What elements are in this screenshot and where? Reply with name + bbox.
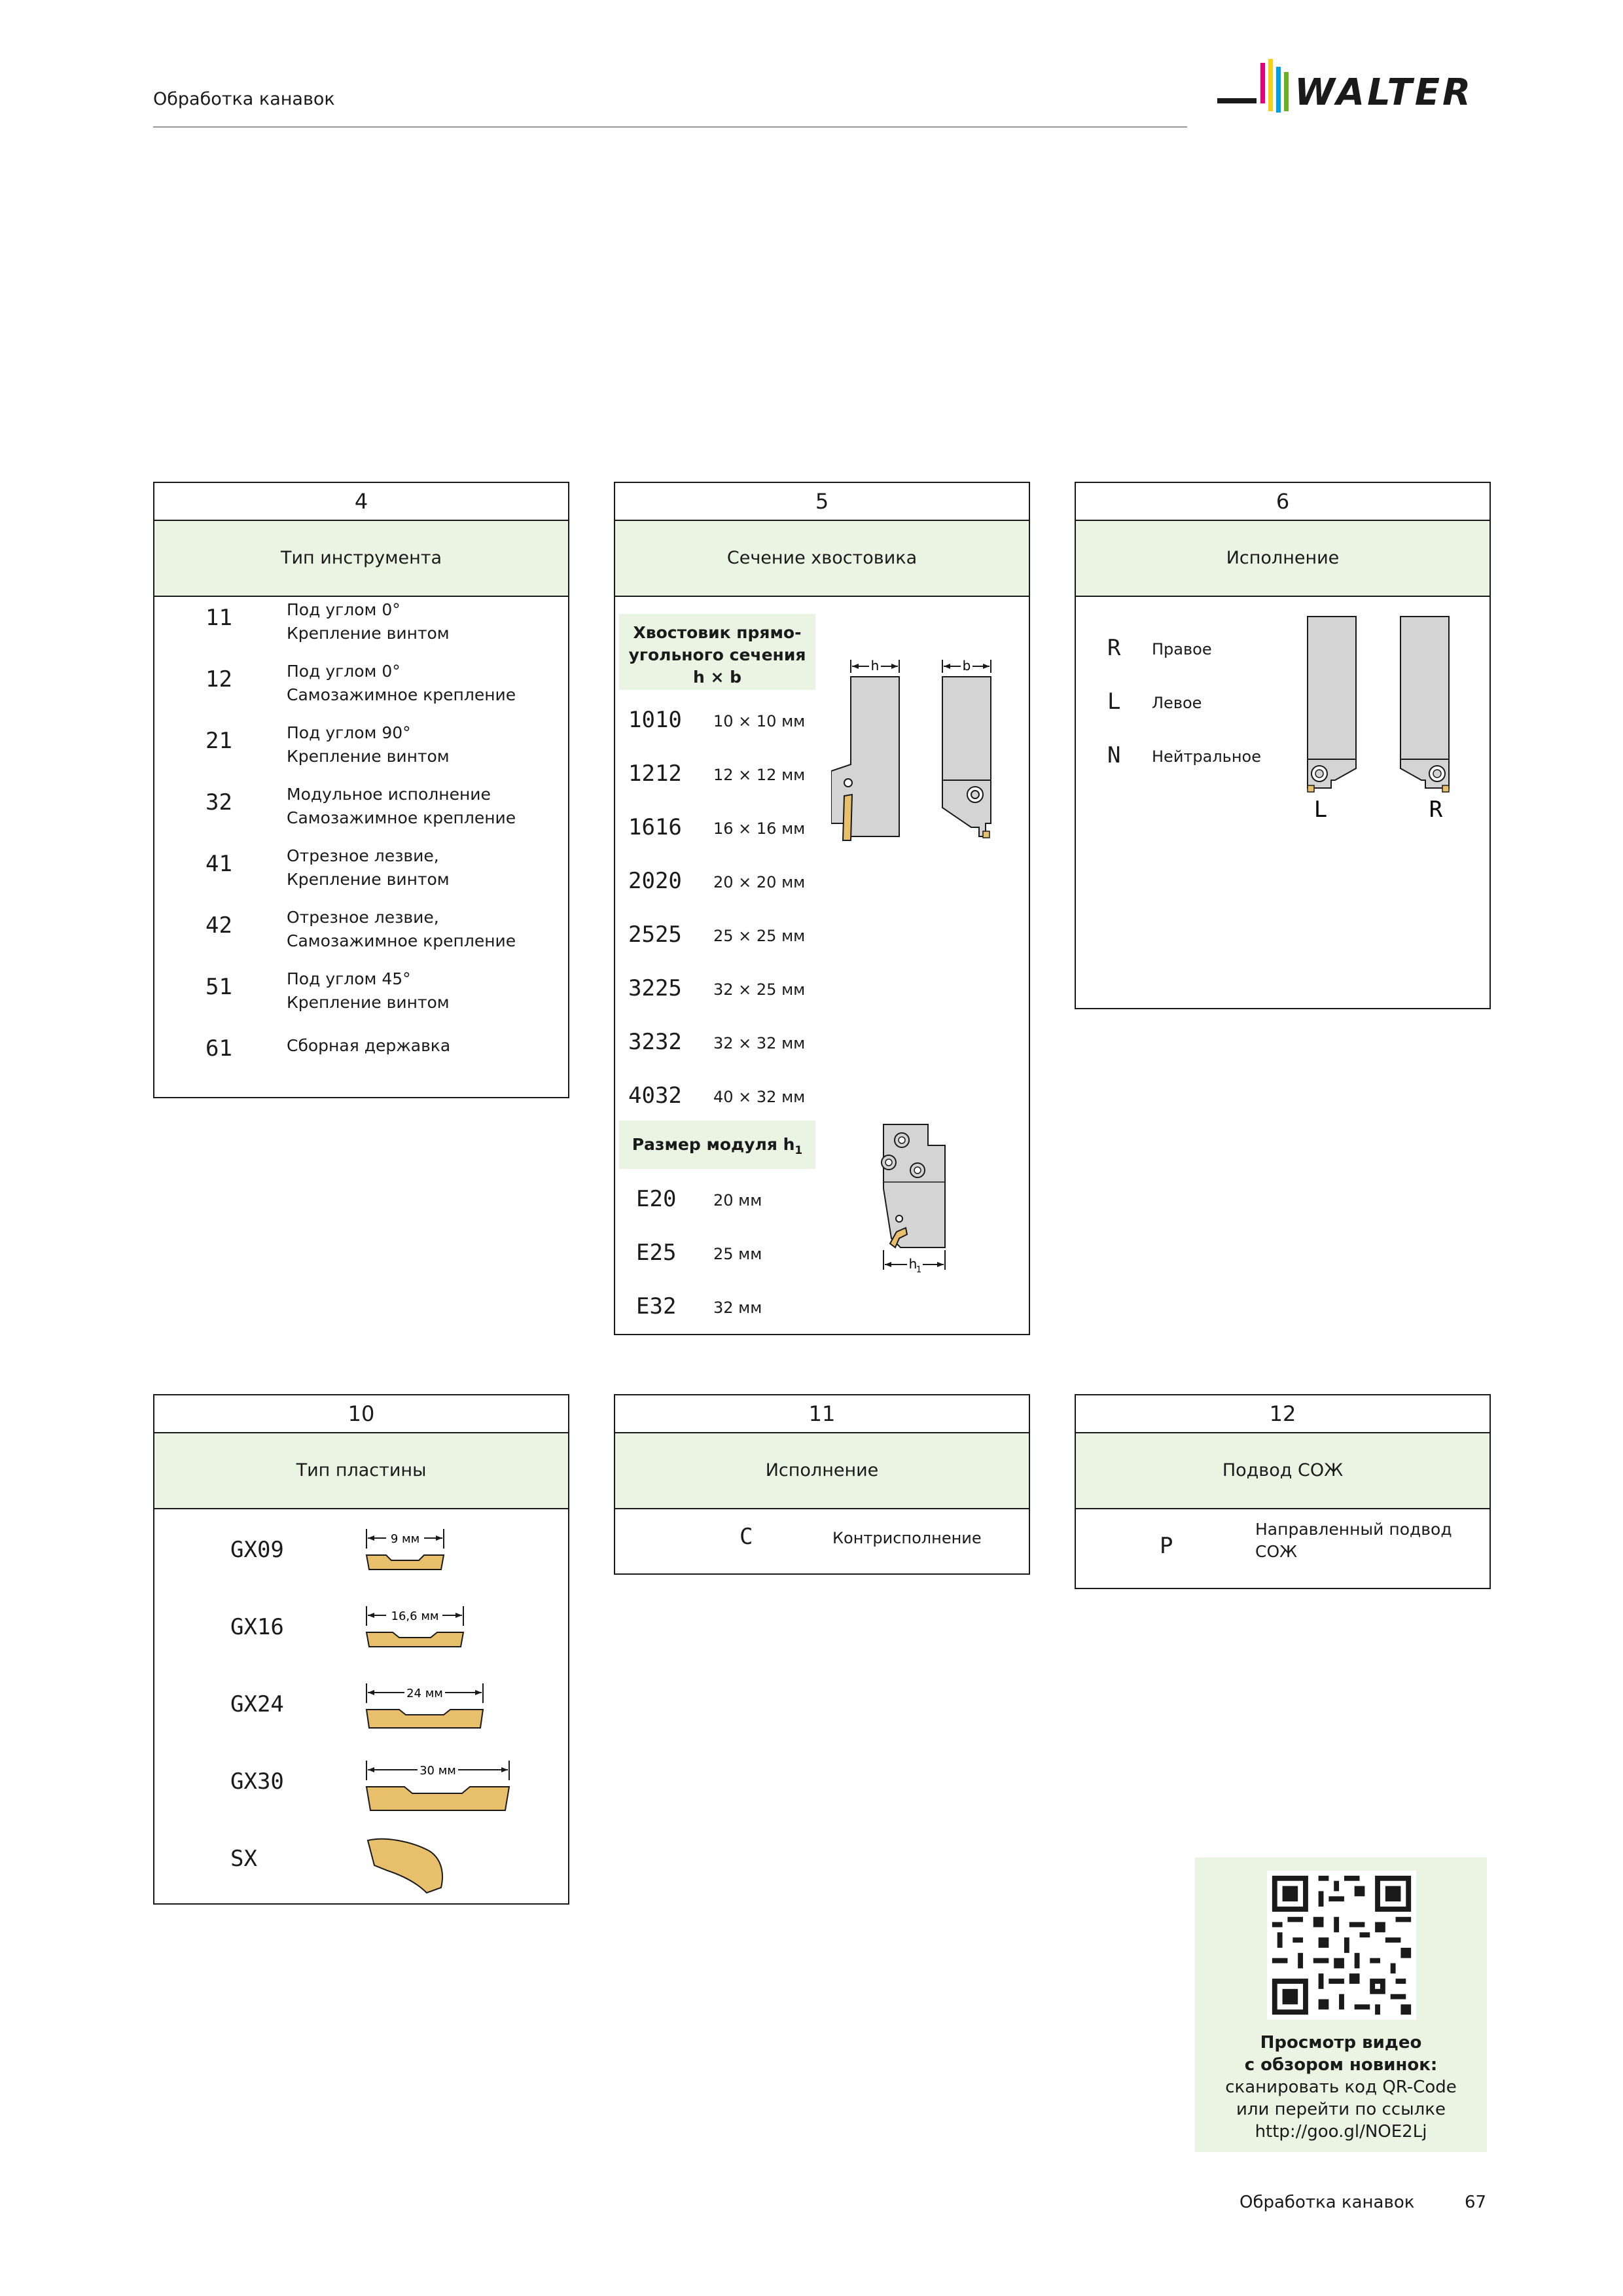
box-execution	[1075, 482, 1491, 1009]
item-line2: Крепление винтом	[287, 624, 450, 643]
execution-drawing	[1296, 614, 1486, 823]
box-heading: Сечение хвостовика	[615, 521, 1029, 597]
item-line2: Самозажимное крепление	[287, 808, 516, 827]
insert-dim-label: 16,6 мм	[391, 1609, 439, 1623]
item-line2: Крепление винтом	[287, 993, 450, 1012]
shank-code: 1010	[628, 707, 682, 733]
insert-code: GX24	[230, 1691, 284, 1717]
insert-dim-label: 24 мм	[406, 1687, 443, 1700]
box-coolant	[1075, 1394, 1491, 1589]
insert-gx09-drawing	[364, 1526, 534, 1579]
box-heading: Исполнение	[615, 1433, 1029, 1509]
shank-subheading	[619, 614, 815, 690]
counter-label: Контрисполнение	[832, 1529, 982, 1547]
execution-label-right: R	[1429, 797, 1443, 823]
box-heading: Тип пластины	[154, 1433, 568, 1509]
item-line1: Под углом 0°	[287, 662, 401, 681]
item-line2: Самозажимное крепление	[287, 931, 516, 950]
item-code: 21	[205, 728, 232, 754]
module-size: 20 мм	[713, 1191, 762, 1210]
coolant-code: P	[1160, 1533, 1173, 1559]
item-line1: Под углом 0°	[287, 600, 401, 619]
qr-caption-line2: с обзором новинок:	[1244, 2055, 1438, 2075]
shank-size: 10 × 10 мм	[713, 712, 806, 730]
coolant-line1: Направленный подвод	[1255, 1520, 1452, 1539]
shank-size: 32 × 25 мм	[713, 980, 806, 999]
qr-code[interactable]	[1267, 1871, 1416, 2020]
shank-size: 16 × 16 мм	[713, 819, 806, 838]
insert-sx-drawing	[364, 1834, 495, 1899]
shank-size: 20 × 20 мм	[713, 873, 806, 891]
execution-code: R	[1107, 635, 1121, 661]
shank-code: 2020	[628, 868, 682, 894]
insert-gx30-drawing	[364, 1758, 534, 1817]
shank-size: 12 × 12 мм	[713, 766, 806, 784]
shank-code: 3232	[628, 1029, 682, 1055]
module-code: E20	[636, 1186, 677, 1212]
item-line2: Крепление винтом	[287, 747, 450, 766]
dim-h1-sub: 1	[916, 1265, 922, 1275]
box-shank-section	[614, 482, 1030, 1335]
module-subheading-text: Размер модуля h	[632, 1135, 795, 1154]
module-code: E32	[636, 1293, 677, 1319]
insert-code: GX30	[230, 1768, 284, 1795]
shank-subheading-line1: Хвостовик прямо-	[633, 623, 802, 642]
qr-caption-line3: сканировать код QR-Code	[1225, 2077, 1457, 2097]
box-number: 6	[1076, 483, 1489, 521]
item-line2: Крепление винтом	[287, 870, 450, 889]
item-code: 11	[205, 605, 232, 631]
item-line1: Отрезное лезвие,	[287, 846, 439, 865]
box-number: 10	[154, 1395, 568, 1433]
coolant-line2: СОЖ	[1255, 1542, 1298, 1561]
item-code: 61	[205, 1035, 232, 1062]
page-number: 67	[1465, 2193, 1487, 2212]
dim-h1-label: h	[908, 1256, 918, 1272]
dim-b-label: b	[962, 658, 971, 673]
shank-subheading-line3: h × b	[692, 668, 742, 687]
insert-code: SX	[230, 1846, 257, 1872]
item-line1: Сборная державка	[287, 1036, 451, 1055]
item-code: 42	[205, 912, 232, 939]
insert-gx24-drawing	[364, 1681, 534, 1733]
execution-label: Правое	[1152, 640, 1212, 658]
module-size: 25 мм	[713, 1245, 762, 1263]
execution-label: Нейтральное	[1152, 747, 1261, 766]
box-heading: Тип инструмента	[154, 521, 568, 597]
execution-code: N	[1107, 742, 1121, 768]
header-divider	[153, 126, 1187, 128]
module-size: 32 мм	[713, 1299, 762, 1317]
counter-code: C	[740, 1524, 753, 1550]
qr-caption-line1: Просмотр видео	[1260, 2033, 1422, 2053]
shank-code: 1616	[628, 814, 682, 840]
box-number: 12	[1076, 1395, 1489, 1433]
qr-caption	[1195, 2032, 1487, 2143]
dim-h-label: h	[870, 658, 880, 673]
box-number: 5	[615, 483, 1029, 521]
box-insert-type	[153, 1394, 569, 1905]
item-line1: Отрезное лезвие,	[287, 908, 439, 927]
qr-link[interactable]: http://goo.gl/NOE2Lj	[1255, 2122, 1427, 2142]
box-counter-execution	[614, 1394, 1030, 1575]
page-section-title: Обработка канавок	[153, 89, 335, 109]
logo-wordmark: WALTER	[1294, 71, 1474, 114]
insert-dim-label: 30 мм	[419, 1764, 456, 1778]
box-heading: Подвод СОЖ	[1076, 1433, 1489, 1509]
shank-size: 32 × 32 мм	[713, 1034, 806, 1052]
item-code: 51	[205, 974, 232, 1000]
insert-gx16-drawing	[364, 1604, 534, 1656]
item-line1: Модульное исполнение	[287, 785, 491, 804]
shank-code: 4032	[628, 1083, 682, 1109]
module-subheading-sub: 1	[794, 1144, 803, 1157]
qr-caption-line4: или перейти по ссылке	[1236, 2100, 1446, 2119]
shank-holder-drawing	[831, 647, 1021, 863]
insert-dim-label: 9 мм	[390, 1532, 420, 1546]
box-heading: Исполнение	[1076, 521, 1489, 597]
item-code: 12	[205, 666, 232, 692]
item-line2: Самозажимное крепление	[287, 685, 516, 704]
item-code: 32	[205, 789, 232, 816]
execution-code: L	[1107, 689, 1121, 715]
item-line1: Под углом 45°	[287, 969, 411, 988]
item-code: 41	[205, 851, 232, 877]
box-number: 4	[154, 483, 568, 521]
execution-label-left: L	[1313, 797, 1328, 823]
module-drawing	[877, 1110, 975, 1279]
shank-subheading-line2: угольного сечения	[628, 645, 806, 664]
insert-code: GX16	[230, 1614, 284, 1640]
item-line1: Под углом 90°	[287, 723, 411, 742]
shank-size: 40 × 32 мм	[713, 1088, 806, 1106]
footer-section-title: Обработка канавок	[1240, 2193, 1415, 2212]
shank-code: 3225	[628, 975, 682, 1001]
execution-label: Левое	[1152, 694, 1202, 712]
shank-code: 1212	[628, 761, 682, 787]
box-number: 11	[615, 1395, 1029, 1433]
module-subheading	[619, 1121, 815, 1169]
box-tool-type	[153, 482, 569, 1098]
module-code: E25	[636, 1240, 677, 1266]
shank-size: 25 × 25 мм	[713, 927, 806, 945]
walter-logo	[1217, 58, 1492, 130]
insert-code: GX09	[230, 1537, 284, 1563]
shank-code: 2525	[628, 922, 682, 948]
